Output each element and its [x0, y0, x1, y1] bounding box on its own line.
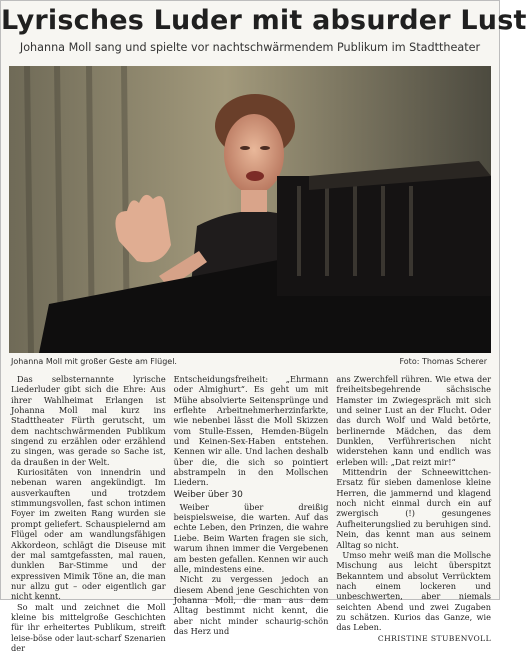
- paragraph: Das selbsternannte lyrische Liederluder gibt sich die Ehre: Aus ihrer Wahlheimat Erlangen ist Johanna Moll mal kurz ins Stadttheater Fürth gerutscht, um dem nachtschwärmenden Publikum singend zu erzählen oder erzählend zu singen, was gerade so Sache ist, da draußen in der Welt.: [11, 374, 166, 467]
- paragraph: Umso mehr weiß man die Mollsche Mischung aus leicht überspitzt Bekanntem und absolut Verrücktem nach einem lockeren und unbeschwerten, aber niemals seichten Abend und zwei Zugaben zu schätzen. Kurios das Ganze, wie das Leben.: [336, 549, 492, 633]
- paragraph: So malt und zeichnet die Moll kleine bis mittelgroße Geschichten für ihr erheitertes Publikum, streift leise-böse oder laut-scharf Szenarien der: [11, 601, 166, 653]
- article-column-3: [336, 374, 492, 643]
- section-subheading: Weiber über 30: [173, 489, 243, 500]
- paragraph: ans Zwerchfell rühren. Wie etwa der freiheitsbegehrende sächsische Hamster im Zwiegespräch mit sich und seiner Lust an der Flucht. Oder das durch Wolf und Wald betörte, berlinernde Mädchen, das dem Dunklen, Verführerischen nicht widerstehen kann und endlich was erleben will: „Dat reizt mir!“: [336, 374, 492, 467]
- author-byline: CHRISTINE STUBENVOLL: [377, 633, 492, 643]
- article-column-2: [173, 374, 329, 636]
- paragraph: Entscheidungsfreiheit: „Ehrmann oder Almighurt“. Es geht um mit Mühe absolvierte Seitensprünge und erflehte Arbeitnehmerherzinfarkte, wie nebenbei lässt die Moll Skizzen vom Stulle-Essen, Hemden-Bügeln und Keinen-Sex-Haben entstehen. Kennen wir alle. Und lachen deshalb über die, die sich so pointiert abstrampeln in den Mollschen Liedern.: [173, 374, 329, 488]
- performer-photo: [9, 66, 491, 353]
- article-column-1: [11, 374, 166, 653]
- paragraph: Nicht zu vergessen jedoch an diesem Abend jene Geschichten von Johanna Moll, die man aus dem Alltag bestimmt nicht kennt, die aber nicht minder schaurig-schön das Herz und: [173, 574, 329, 636]
- paragraph: Kuriositäten von innendrin und nebenan waren angekündigt. Im ausverkauften und trotzdem stimmungsvollen, fast schon intimen Foyer im zweiten Rang wurden sie prompt geliefert. Schauspielernd am Flügel oder am wandlungsfähigen Akkordeon, schlägt die Diseuse mit der mal samtgefassten, mal rauen, dunklen Bar-Stimme und der expressiven Mimik Töne an, die man nur allzu gut – oder eigentlich gar nicht kennt.: [11, 467, 166, 602]
- photo-caption: Johanna Moll mit großer Geste am Flügel.: [11, 357, 177, 366]
- paragraph: Weiber über dreißig beispielsweise, die warten. Auf das echte Leben, den Prinzen, die wahre Liebe. Beim Warten fragen sie sich, warum ihnen immer die Vergebenen am besten gefallen. Kennen wir auch alle, mindestens eine.: [173, 501, 329, 574]
- paragraph: Mittendrin der Schneewittchen-Ersatz für sieben damenlose kleine Herren, die jammernd und klagend noch nicht einmal durch ein auf zwergisch (!) gesungenes Aufheiterungslied zu beruhigen sind. Nein, das kennt man aus seinem Alltag so nicht.: [336, 467, 492, 550]
- article-body: [11, 374, 492, 653]
- photo-credit: Foto: Thomas Scherer: [399, 357, 487, 366]
- photo-illustration: [9, 66, 491, 353]
- subheadline: Johanna Moll sang und spielte vor nachtschwärmendem Publikum im Stadttheater: [19, 41, 481, 54]
- headline: Lyrisches Luder mit absurder Lust: [1, 5, 527, 36]
